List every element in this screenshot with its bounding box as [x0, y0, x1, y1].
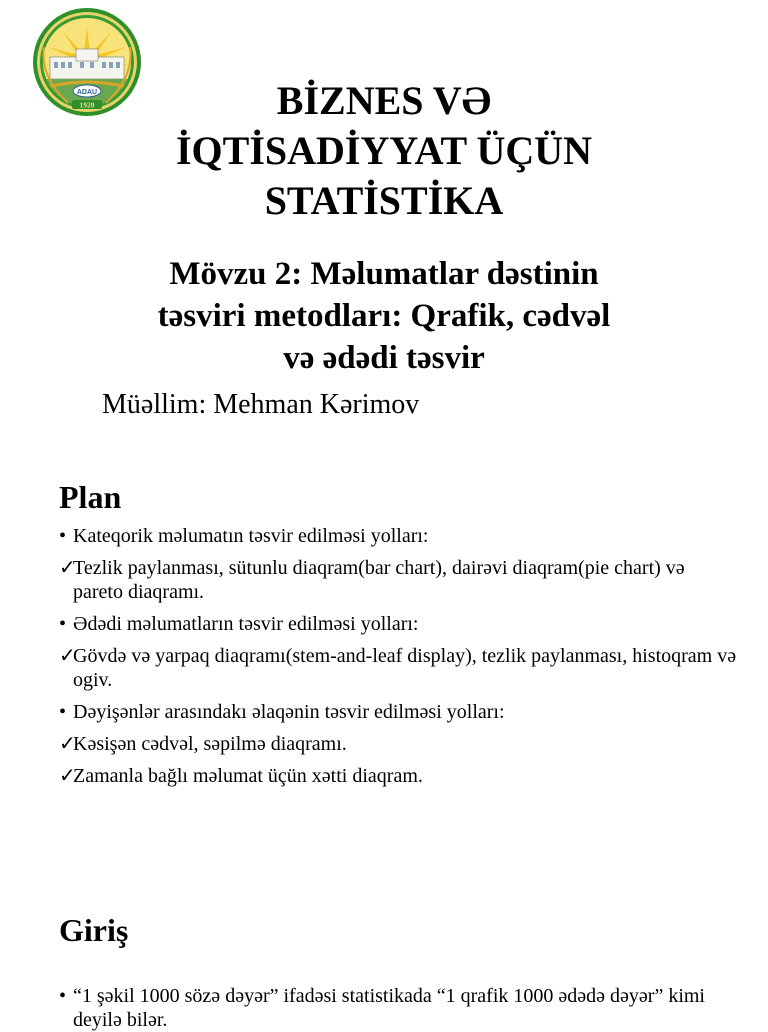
bullet-icon: •	[59, 525, 67, 547]
plan-list	[59, 524, 739, 796]
list-item	[59, 984, 739, 1032]
checkmark-icon: ✓	[59, 733, 76, 755]
list-item-text: Dəyişənlər arasındakı əlaqənin təsvir edilməsi yolları:	[73, 701, 505, 723]
logo-year: 1920	[79, 100, 95, 110]
subtitle-line-2: təsviri metodları: Qrafik, cədvəl	[157, 298, 611, 334]
list-item	[59, 524, 739, 548]
bullet-icon: •	[59, 613, 67, 635]
bullet-icon: •	[59, 701, 67, 723]
list-item-text: Kateqorik məlumatın təsvir edilməsi yolları:	[73, 525, 429, 547]
subtitle-line-3: və ədədi təsvir	[283, 340, 485, 376]
giris-list	[59, 984, 739, 1032]
logo-text: ADAU	[76, 89, 98, 96]
list-item-text: Tezlik paylanması, sütunlu diaqram(bar chart), dairəvi diaqram(pie chart) və pareto diaqramı.	[73, 557, 685, 603]
plan-heading: Plan	[59, 479, 122, 515]
giris-heading: Giriş	[59, 912, 129, 948]
title-line-2: İQTİSADİYYAT ÜÇÜN	[175, 128, 593, 173]
list-item	[59, 732, 739, 756]
list-item-text: Kəsişən cədvəl, səpilmə diaqramı.	[73, 733, 347, 755]
list-item-text: “1 şəkil 1000 sözə dəyər” ifadəsi statistikada “1 qrafik 1000 ədədə dəyər” kimi deyilə bilər.	[73, 985, 705, 1031]
list-item	[59, 556, 739, 604]
checkmark-icon: ✓	[59, 765, 76, 787]
page-title	[0, 76, 768, 226]
page-subtitle	[0, 253, 768, 379]
list-item-text: Ədədi məlumatların təsvir edilməsi yolları:	[73, 613, 419, 635]
title-line-1: BİZNES VƏ	[276, 78, 492, 123]
checkmark-icon: ✓	[59, 557, 76, 579]
list-item-text: Gövdə və yarpaq diaqramı(stem-and-leaf display), tezlik paylanması, histoqram və ogiv.	[73, 645, 737, 691]
checkmark-icon: ✓	[59, 645, 76, 667]
bullet-icon: •	[59, 985, 67, 1007]
subtitle-line-1: Mövzu 2: Məlumatlar dəstinin	[169, 256, 599, 292]
list-item	[59, 644, 739, 692]
list-item	[59, 764, 739, 788]
list-item	[59, 700, 739, 724]
teacher-name: Müəllim: Mehman Kərimov	[102, 389, 420, 420]
title-line-3: STATİSTİKA	[264, 178, 504, 223]
list-item	[59, 612, 739, 636]
list-item-text: Zamanla bağlı məlumat üçün xətti diaqram.	[73, 765, 423, 787]
